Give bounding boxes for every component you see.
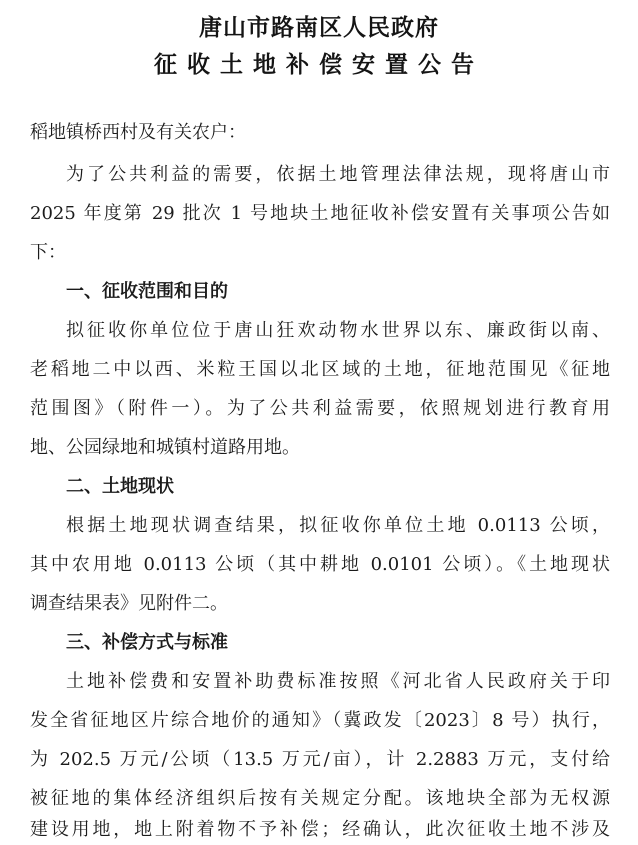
paragraph-line: 下： [30,242,66,263]
paragraph-line: 老稻地二中以西、米粒王国以北区域的土地，征地范围见《征地 [30,359,610,380]
paragraph-line: 范围图》（附件一）。为了公共利益需要，依照规划进行教育用 [30,398,610,419]
notice-title: 征收土地补偿安置公告 [154,52,484,78]
section-heading: 一、征收范围和目的 [66,281,228,302]
section-heading: 二、土地现状 [66,476,174,497]
paragraph-line: 为了公共利益的需要，依据土地管理法律法规，现将唐山市 [66,164,610,185]
paragraph-line: 发全省征地区片综合地价的通知》（冀政发〔2023〕8 号）执行， [30,710,610,731]
paragraph-line: 调查结果表》见附件二。 [30,593,228,614]
paragraph-line: 被征地的集体经济组织后按有关规定分配。该地块全部为无权源 [30,788,610,809]
salutation: 稻地镇桥西村及有关农户： [30,122,246,143]
paragraph-line: 建设用地，地上附着物不予补偿；经确认，此次征收土地不涉及 [30,819,610,840]
paragraph-line: 拟征收你单位位于唐山狂欢动物水世界以东、廉政街以南、 [66,320,610,341]
paragraph-line: 土地补偿费和安置补助费标准按照《河北省人民政府关于印 [66,671,610,692]
paragraph-line: 地、公园绿地和城镇村道路用地。 [30,437,300,458]
paragraph-line: 根据土地现状调查结果，拟征收你单位土地 0.0113 公顷， [66,515,610,536]
paragraph-line: 其中农用地 0.0113 公顷（其中耕地 0.0101 公顷）。《土地现状 [30,554,610,575]
section-heading: 三、补偿方式与标准 [66,632,228,653]
notice-issuer-title: 唐山市路南区人民政府 [199,15,439,41]
paragraph-line: 为 202.5 万元/公顷（13.5 万元/亩），计 2.2883 万元，支付给 [30,749,610,770]
paragraph-line: 2025 年度第 29 批次 1 号地块土地征收补偿安置有关事项公告如 [30,203,610,224]
